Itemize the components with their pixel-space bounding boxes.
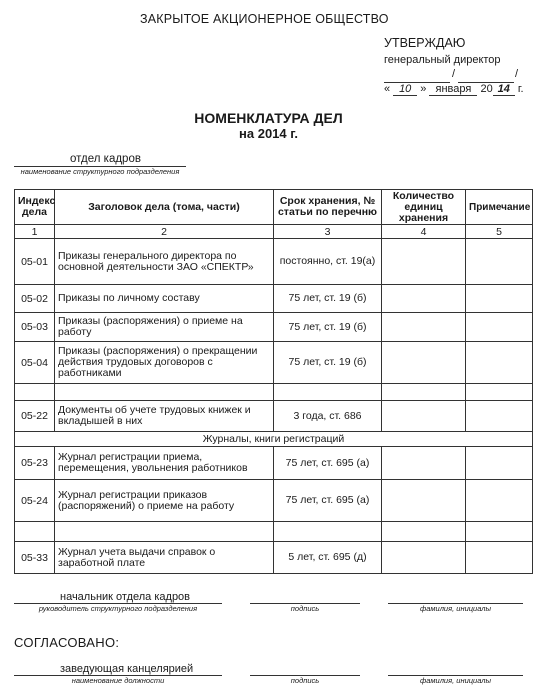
row-note xyxy=(466,285,533,313)
row-title xyxy=(55,384,274,401)
row-term: 75 лет, ст. 19 (б) xyxy=(274,342,382,384)
row-term: 75 лет, ст. 695 (а) xyxy=(274,447,382,480)
document-title: НОМЕНКЛАТУРА ДЕЛ xyxy=(194,110,343,126)
approval-date xyxy=(384,83,524,96)
column-number-row xyxy=(15,225,533,239)
row-term: 75 лет, ст. 695 (а) xyxy=(274,480,382,522)
organization-type: ЗАКРЫТОЕ АКЦИОНЕРНОЕ ОБЩЕСТВО xyxy=(140,12,389,26)
approve-heading: УТВЕРЖДАЮ xyxy=(384,36,466,50)
signature-caption: подпись xyxy=(290,676,320,685)
agreed-heading: СОГЛАСОВАНО: xyxy=(14,635,120,650)
row-index: 05-02 xyxy=(15,285,55,313)
date-year-prefix: 20 xyxy=(480,83,493,95)
row-note xyxy=(466,239,533,285)
table-header-row xyxy=(15,190,533,225)
row-term xyxy=(274,522,382,542)
approver-position: генеральный директор xyxy=(384,54,501,66)
document-year: на 2014 г. xyxy=(239,126,298,141)
signature-slash: / xyxy=(452,68,456,80)
row-index: 05-03 xyxy=(15,313,55,342)
row-count xyxy=(382,239,466,285)
row-note xyxy=(466,522,533,542)
row-note xyxy=(466,342,533,384)
row-title: Журнал учета выдачи справок о заработной плате xyxy=(55,542,274,574)
position-caption: наименование должности xyxy=(71,676,165,685)
row-count xyxy=(382,285,466,313)
date-year-suffix: 14 xyxy=(493,83,515,96)
header-index: Индекс дела xyxy=(15,190,55,225)
row-title: Приказы по личному составу xyxy=(55,285,274,313)
column-number: 2 xyxy=(55,225,274,239)
table-row-empty xyxy=(15,522,533,542)
row-term: 75 лет, ст. 19 (б) xyxy=(274,285,382,313)
chancellery-position: заведующая канцелярией xyxy=(60,663,194,675)
row-term: постоянно, ст. 19(а) xyxy=(274,239,382,285)
row-term xyxy=(274,384,382,401)
row-title: Приказы генерального директора по основной деятельности ЗАО «СПЕКТР» xyxy=(55,239,274,285)
column-number: 4 xyxy=(382,225,466,239)
name-caption: фамилия, инициалы xyxy=(419,676,492,685)
table-row xyxy=(15,313,533,342)
row-count xyxy=(382,522,466,542)
table-row xyxy=(15,239,533,285)
section-heading: Журналы, книги регистраций xyxy=(15,432,533,447)
row-note xyxy=(466,480,533,522)
row-count xyxy=(382,384,466,401)
column-number: 3 xyxy=(274,225,382,239)
head-position: начальник отдела кадров xyxy=(60,591,191,603)
row-count xyxy=(382,480,466,522)
row-index xyxy=(15,384,55,401)
date-close-quote: » xyxy=(420,83,427,95)
date-year-unit: г. xyxy=(517,83,524,95)
header-count: Количество единиц хранения xyxy=(382,190,466,225)
table-row xyxy=(15,401,533,432)
row-index: 05-01 xyxy=(15,239,55,285)
row-count xyxy=(382,447,466,480)
table-section-row xyxy=(15,432,533,447)
row-title: Документы об учете трудовых книжек и вкладышей в них xyxy=(55,401,274,432)
position-caption: руководитель структурного подразделения xyxy=(38,604,198,613)
row-term: 75 лет, ст. 19 (б) xyxy=(274,313,382,342)
row-title: Приказы (распоряжения) о прекращении действия трудовых договоров с работниками xyxy=(55,342,274,384)
header-term: Срок хранения, № статьи по перечню xyxy=(274,190,382,225)
row-index: 05-22 xyxy=(15,401,55,432)
date-month: января xyxy=(429,83,477,96)
name-caption: фамилия, инициалы xyxy=(419,604,492,613)
row-count xyxy=(382,313,466,342)
row-title: Журнал регистрации приема, перемещения, увольнения работников xyxy=(55,447,274,480)
table-row-empty xyxy=(15,384,533,401)
table-row xyxy=(15,542,533,574)
header-title: Заголовок дела (тома, части) xyxy=(55,190,274,225)
table-row xyxy=(15,342,533,384)
department-caption: наименование структурного подразделения xyxy=(20,167,180,176)
row-title: Приказы (распоряжения) о приеме на работу xyxy=(55,313,274,342)
row-index: 05-23 xyxy=(15,447,55,480)
row-index xyxy=(15,522,55,542)
signature-slash: / xyxy=(515,68,519,80)
row-note xyxy=(466,542,533,574)
column-number: 5 xyxy=(466,225,533,239)
row-title xyxy=(55,522,274,542)
row-count xyxy=(382,342,466,384)
date-day: 10 xyxy=(393,83,417,96)
row-note xyxy=(466,384,533,401)
nomenclature-table xyxy=(14,189,533,574)
row-count xyxy=(382,542,466,574)
row-index: 05-04 xyxy=(15,342,55,384)
row-term: 5 лет, ст. 695 (д) xyxy=(274,542,382,574)
row-title: Журнал регистрации приказов (распоряжений) о приеме на работу xyxy=(55,480,274,522)
table-row xyxy=(15,285,533,313)
row-count xyxy=(382,401,466,432)
date-open-quote: « xyxy=(384,83,391,95)
row-term: 3 года, ст. 686 xyxy=(274,401,382,432)
row-index: 05-33 xyxy=(15,542,55,574)
row-note xyxy=(466,313,533,342)
header-note: Примечание xyxy=(466,190,533,225)
signature-caption: подпись xyxy=(290,604,320,613)
row-index: 05-24 xyxy=(15,480,55,522)
table-row xyxy=(15,480,533,522)
row-note xyxy=(466,447,533,480)
department-name: отдел кадров xyxy=(70,153,141,165)
table-row xyxy=(15,447,533,480)
column-number: 1 xyxy=(15,225,55,239)
row-note xyxy=(466,401,533,432)
